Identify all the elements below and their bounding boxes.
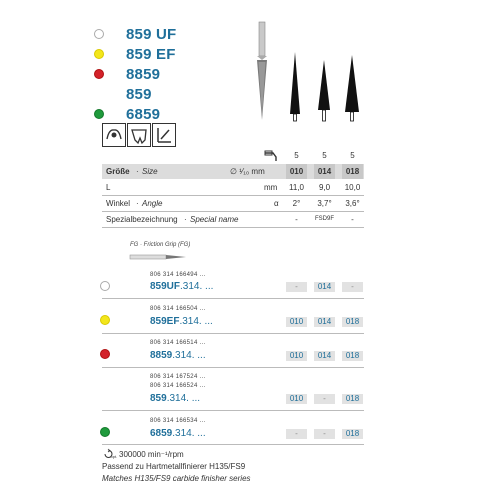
product-6859 (150, 428, 206, 439)
product-suffix: .314. ... (172, 350, 206, 361)
legend-item-8859 (94, 64, 160, 84)
legend-item-859ef (94, 44, 176, 64)
size-cell: - (342, 282, 363, 292)
bur-illustrations (240, 20, 380, 120)
row-label-en: Special name (190, 215, 239, 224)
special-value: FSD9F (314, 216, 334, 222)
legend-label: 6859 (126, 105, 161, 123)
compatibility-de: Passend zu Hartmetallfinierer H135/FS9 (102, 462, 246, 471)
legend-label: 859 EF (126, 45, 176, 63)
special-value: - (351, 215, 354, 224)
size-cell: 018 (342, 351, 363, 361)
row-label: Größe (106, 167, 130, 176)
size-cell: 010 (286, 351, 307, 361)
pack-value: 5 (294, 151, 299, 160)
legend-item-859 (94, 84, 152, 104)
bur-silhouette-010 (290, 52, 300, 121)
blank-dot-icon (94, 89, 104, 99)
size-value: 010 (286, 164, 307, 179)
angle-value: 2° (292, 199, 301, 208)
table-row-size: Größe · Size ∅ ¹⁄₁₀ mm 010 014 018 (102, 164, 364, 179)
size-cell: 014 (314, 351, 335, 361)
size-cell: - (314, 394, 335, 404)
max-speed: 300000 min⁻¹/rpm (119, 449, 184, 459)
size-cell: 014 (314, 317, 335, 327)
table-row-length (102, 180, 364, 195)
angle-value: 3,7° (317, 199, 332, 208)
reference-number: 806 314 167524 ... (150, 374, 206, 380)
angle-value: 3,6° (345, 199, 360, 208)
row-unit: mm (264, 183, 278, 192)
table-row-angle: Winkel · Angle α 2° 3,7° 3,6° (102, 196, 364, 211)
green-dot-icon (100, 427, 110, 437)
row-label: Spezialbezeichnung (106, 215, 178, 224)
product-suffix: .314. ... (179, 316, 213, 327)
product-suffix: .314. ... (166, 393, 201, 404)
reference-number: 806 314 166514 ... (150, 340, 206, 346)
shank-label: FG · Friction Grip (FG) (130, 242, 191, 248)
row-label: Winkel (106, 199, 131, 208)
green-dot-icon (94, 109, 104, 119)
size-value: 018 (342, 164, 363, 179)
row-label-en: Size (142, 167, 158, 176)
reference-number: 806 314 166534 ... (150, 418, 206, 424)
product-prefix: 859 (150, 393, 167, 404)
white-dot-icon (94, 29, 104, 39)
legend-label: 859 UF (126, 25, 177, 43)
diamond-bur-image (257, 22, 267, 120)
bur-silhouette-018 (345, 55, 359, 121)
size-cell: 018 (342, 317, 363, 327)
product-prefix: 859UF (150, 281, 181, 292)
size-cell: 010 (286, 394, 307, 404)
legend-label: 859 (126, 85, 152, 103)
reference-number: 806 314 166524 ... (150, 383, 206, 389)
table-row-special-name: Spezialbezeichnung · Special name - FSD9F - (102, 212, 364, 227)
pack-row (102, 148, 364, 163)
row-label: L (106, 183, 111, 192)
product-suffix: .314. ... (180, 281, 214, 292)
size-value: 014 (314, 164, 335, 179)
product-prefix: 859EF (150, 316, 180, 327)
special-value: - (295, 215, 298, 224)
yellow-dot-icon (94, 49, 104, 59)
red-dot-icon (94, 69, 104, 79)
size-cell: 014 (314, 282, 335, 292)
size-cell: - (314, 429, 335, 439)
product-prefix: 8859 (150, 350, 173, 361)
compatibility-en: Matches H135/FS9 carbide finisher series (102, 474, 251, 483)
length-value: 9,0 (318, 183, 331, 192)
speed-info (102, 449, 184, 459)
row-label-en: Angle (142, 199, 163, 208)
size-cell: 018 (342, 429, 363, 439)
rotation-icon (102, 449, 116, 459)
tooth-occlusal-icon (127, 123, 151, 147)
finishing-angle-icon (152, 123, 176, 147)
product-859 (150, 393, 200, 404)
reference-number: 806 314 166504 ... (150, 306, 206, 312)
reference-number: 806 314 166494 ... (150, 272, 206, 278)
bur-silhouette-014 (318, 60, 330, 121)
product-8859 (150, 350, 206, 361)
legend-label: 8859 (126, 65, 161, 83)
pack-value: 5 (350, 151, 355, 160)
size-cell: - (286, 429, 307, 439)
tooth-crown-prep-icon (102, 123, 126, 147)
length-value: 11,0 (289, 183, 304, 192)
size-cell: - (286, 282, 307, 292)
pack-value: 5 (322, 151, 327, 160)
svg-text:opt.: opt. (110, 454, 118, 459)
size-cell: 010 (286, 317, 307, 327)
length-value: 10,0 (344, 183, 361, 192)
product-859uf (150, 281, 213, 292)
spec-table (102, 148, 364, 238)
size-cell: 018 (342, 394, 363, 404)
legend-item-859uf (94, 24, 176, 44)
red-dot-icon (100, 349, 110, 359)
yellow-dot-icon (100, 315, 110, 325)
product-suffix: .314. ... (172, 428, 206, 439)
product-prefix: 6859 (150, 428, 173, 439)
white-dot-icon (100, 281, 110, 291)
legend-item-6859 (94, 104, 160, 124)
row-unit: ∅ ¹⁄₁₀ mm (230, 167, 265, 176)
product-859ef (150, 316, 213, 327)
fg-shank-image (130, 252, 190, 262)
row-unit: α (274, 199, 279, 208)
